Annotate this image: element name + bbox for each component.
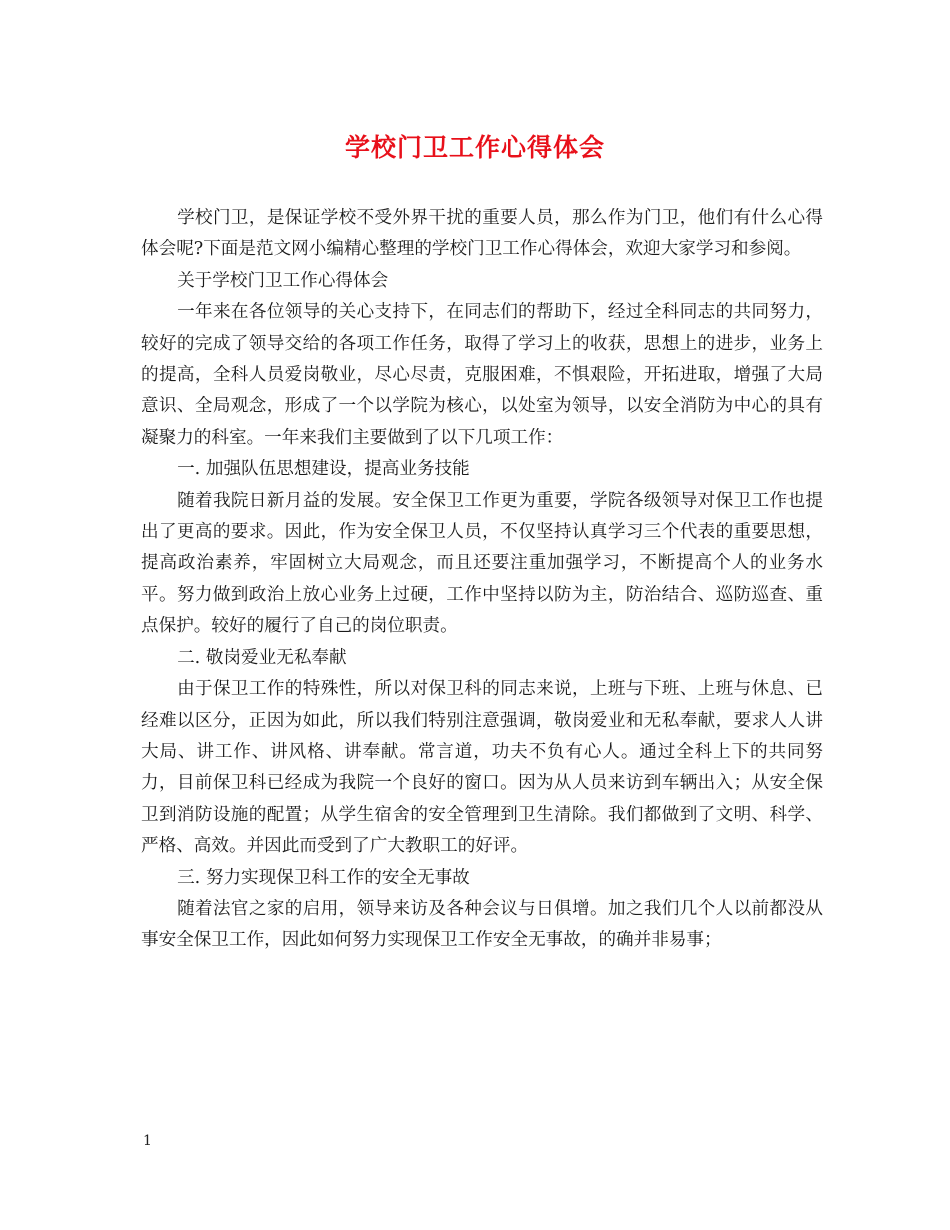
section-heading-3: 三. 努力实现保卫科工作的安全无事故 — [177, 867, 470, 888]
paragraph-section-2: 由于保卫工作的特殊性，所以对保卫科的同志来说，上班与下班、上班与休息、已经难以区分，正因为如此，所以我们特别注意强调，敬岗爱业和无私奉献，要求人人讲大局、讲工作、讲风格、讲奉献。常言道，功夫不负有心人。通过全科上下的共同努力，目前保卫科已经成为我院一个良好的窗口。因为从人员来访到车辆出入；从安全保卫到消防设施的配置；从学生宿舍的安全管理到卫生清除。我们都做到了文明、科学、严格、高效。并因此而受到了广大教职工的好评。 — [141, 679, 823, 857]
paragraph-subtitle: 关于学校门卫工作心得体会 — [177, 270, 389, 291]
paragraph-intro: 学校门卫，是保证学校不受外界干扰的重要人员，那么作为门卫，他们有什么心得体会呢?下面是范文网小编精心整理的学校门卫工作心得体会，欢迎大家学习和参阅。 — [141, 208, 823, 260]
paragraph-section-1: 随着我院日新月益的发展。安全保卫工作更为重要，学院各级领导对保卫工作也提出了更高的要求。因此，作为安全保卫人员，不仅坚持认真学习三个代表的重要思想，提高政治素养，牢固树立大局观念，而且还要注重加强学习，不断提高个人的业务水平。努力做到政治上放心业务上过硬，工作中坚持以防为主，防治结合、巡防巡查、重点保护。较好的履行了自己的岗位职责。 — [141, 490, 823, 637]
document-body — [141, 203, 823, 957]
section-heading-2: 二. 敬岗爱业无私奉献 — [177, 647, 347, 668]
paragraph-section-3: 随着法官之家的启用，领导来访及各种会议与日俱增。加之我们几个人以前都没从事安全保卫工作，因此如何努力实现保卫工作安全无事故，的确并非易事； — [141, 898, 823, 951]
document-title: 学校门卫工作心得体会 — [344, 133, 605, 162]
section-heading-1: 一. 加强队伍思想建设，提高业务技能 — [177, 459, 470, 480]
page-number: 1 — [143, 1133, 152, 1149]
paragraph-summary: 一年来在各位领导的关心支持下，在同志们的帮助下，经过全科同志的共同努力，较好的完成了领导交给的各项工作任务，取得了学习上的收获，思想上的进步，业务上的提高，全科人员爱岗敬业，尽心尽责，克服困难，不惧艰险，开拓进取，增强了大局意识、全局观念，形成了一个以学院为核心，以处室为领导，以安全消防为中心的具有凝聚力的科室。一年来我们主要做到了以下几项工作： — [141, 302, 823, 448]
